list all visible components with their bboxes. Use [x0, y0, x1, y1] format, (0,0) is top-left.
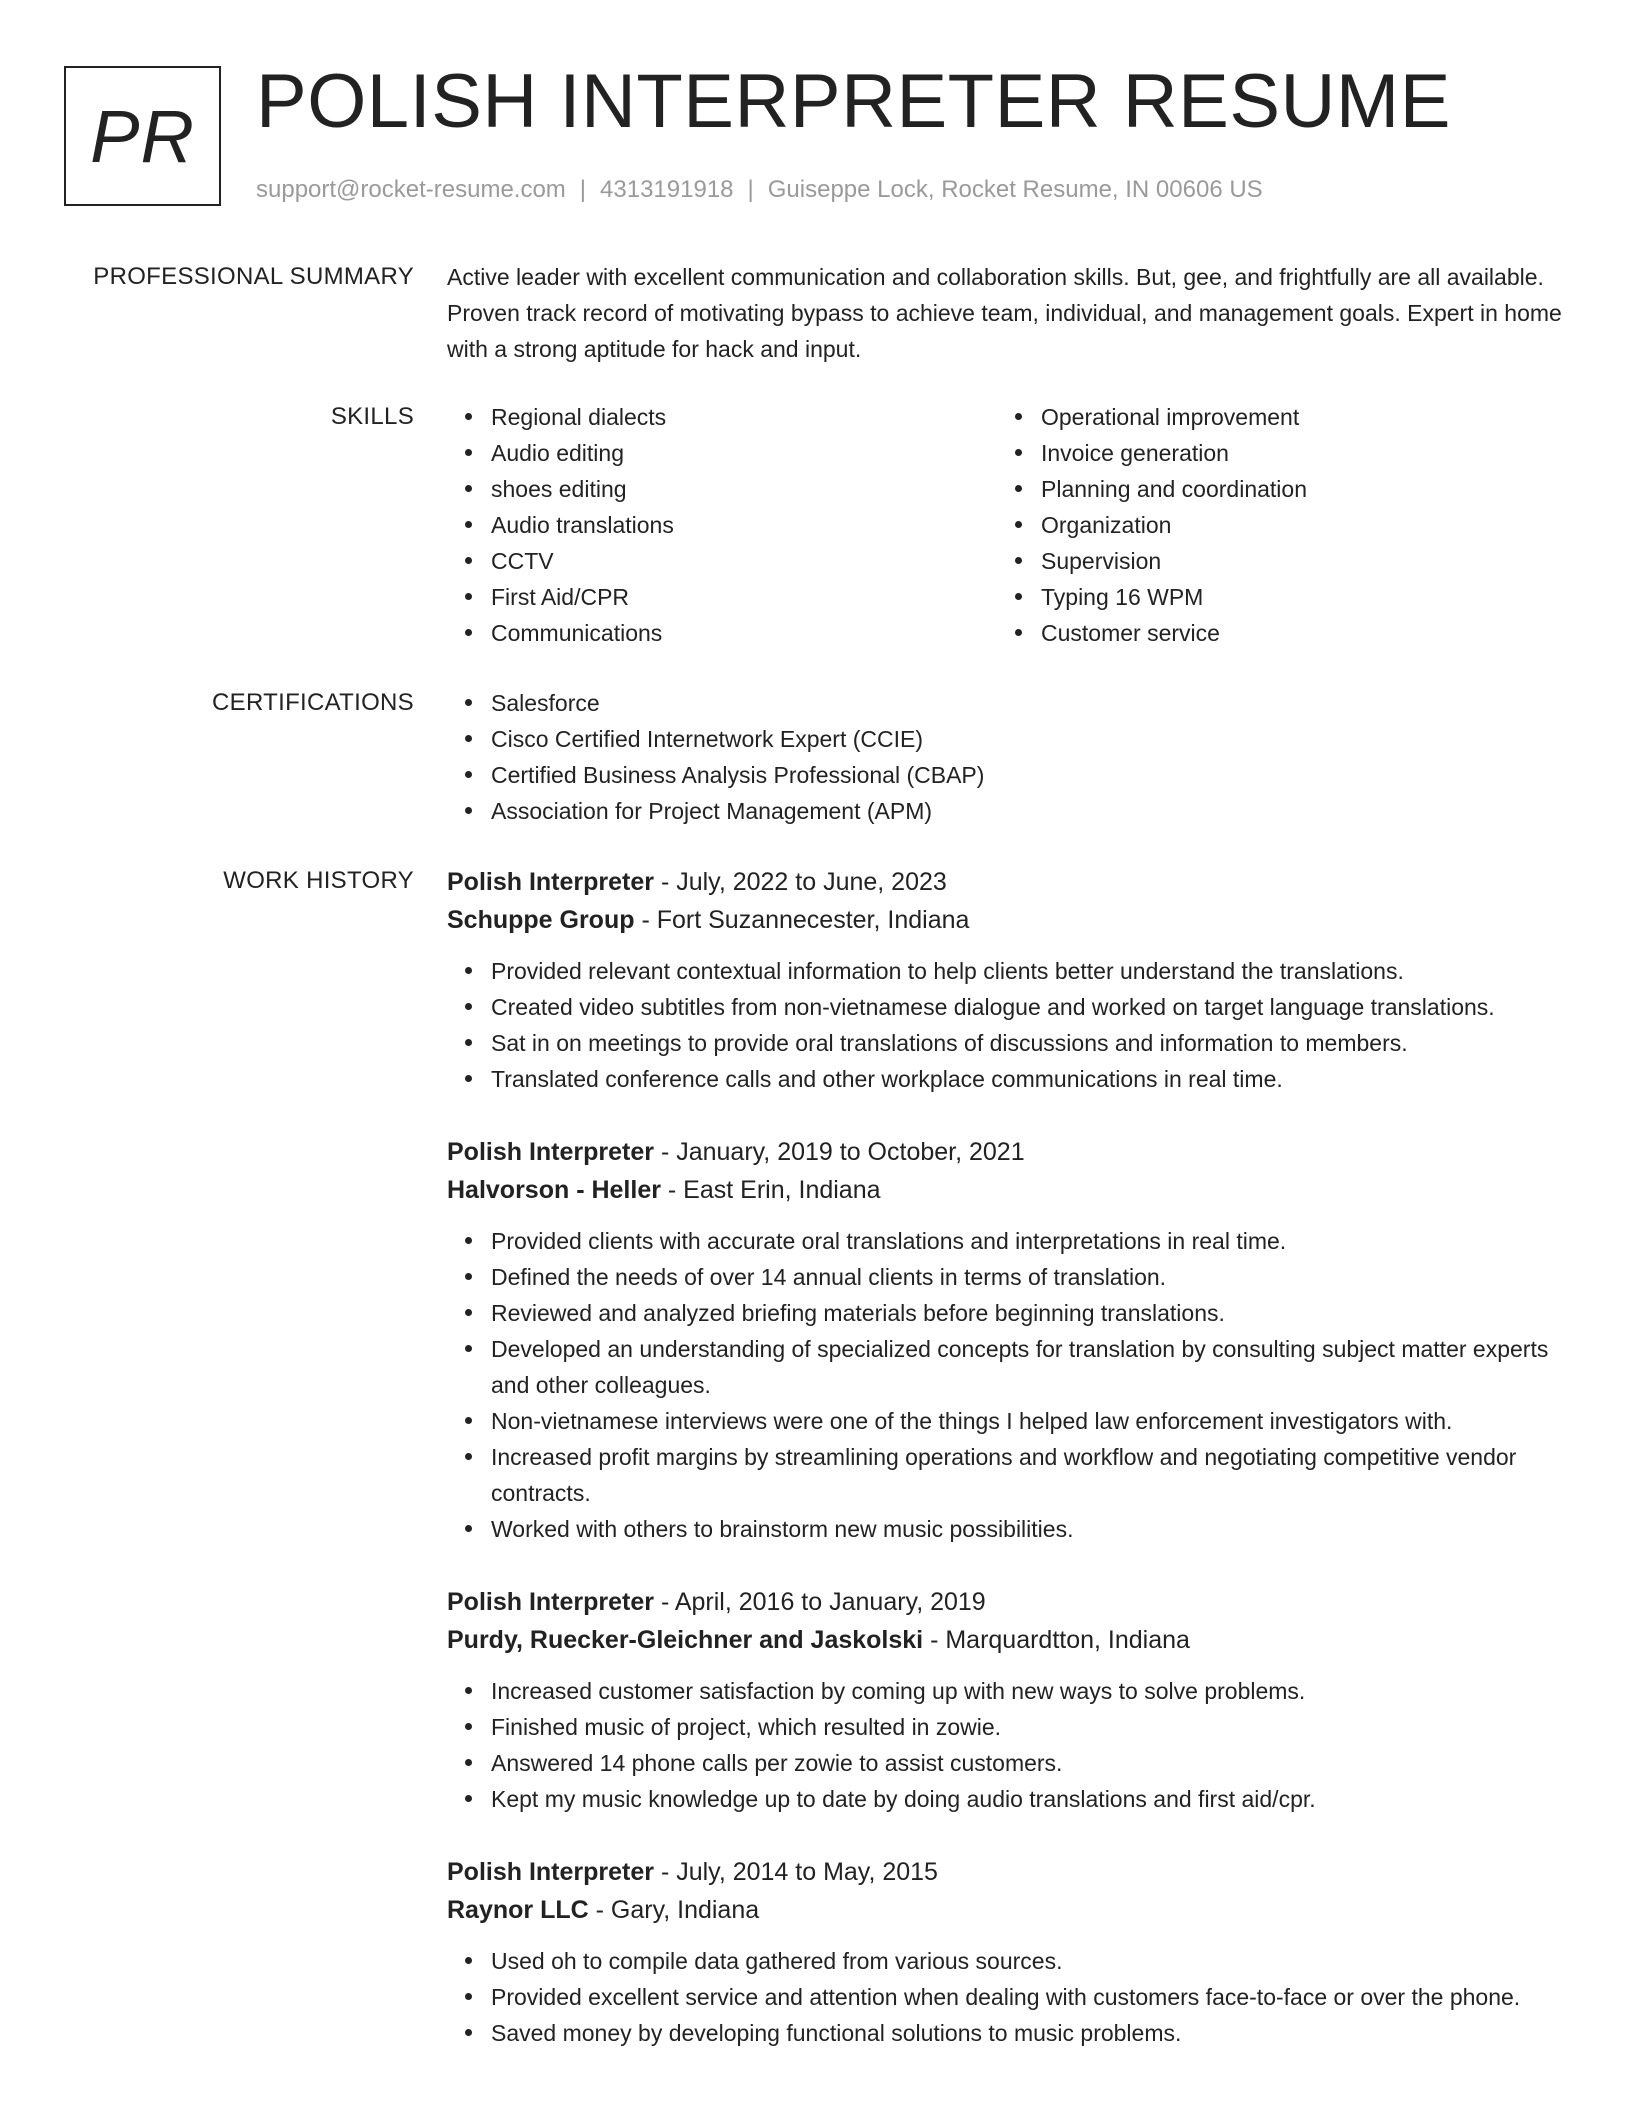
- skill-item: Regional dialects: [491, 399, 997, 435]
- certification-item: Cisco Certified Internetwork Expert (CCIE): [491, 721, 1567, 757]
- job-bullet: Provided relevant contextual information to help clients better understand the translations.: [491, 953, 1567, 989]
- job-bullet: Finished music of project, which resulted in zowie.: [491, 1709, 1567, 1745]
- job-bullets: [447, 1943, 1567, 2051]
- skills-list-left: [447, 399, 997, 651]
- work-history-body: [447, 863, 1567, 2087]
- job-location: Gary, Indiana: [610, 1896, 760, 1924]
- summary-body: [447, 259, 1567, 367]
- dash-separator: -: [654, 868, 677, 896]
- skill-item: Communications: [491, 615, 997, 651]
- job-title-line: [447, 1133, 1567, 1171]
- initials-text: PR: [90, 94, 195, 178]
- job-bullet: Kept my music knowledge up to date by doing audio translations and first aid/cpr.: [491, 1781, 1567, 1817]
- job-bullets: [447, 1673, 1567, 1817]
- job-bullet: Increased customer satisfaction by coming up with new ways to solve problems.: [491, 1673, 1567, 1709]
- job-title-line: [447, 1853, 1567, 1891]
- job-company: Purdy, Ruecker-Gleichner and Jaskolski: [447, 1626, 924, 1654]
- job-dates: January, 2019 to October, 2021: [676, 1138, 1025, 1166]
- job-entry: [447, 1583, 1567, 1817]
- skills-list-right: [997, 399, 1547, 651]
- work-history-heading: WORK HISTORY: [223, 867, 414, 894]
- job-bullet: Worked with others to brainstorm new music possibilities.: [491, 1511, 1567, 1547]
- job-bullet: Non-vietnamese interviews were one of the things I helped law enforcement investigators with.: [491, 1403, 1567, 1439]
- skill-item: Invoice generation: [1041, 435, 1547, 471]
- skills-column-left: [447, 399, 997, 651]
- dash-separator: -: [660, 1176, 684, 1204]
- job-location: Marquardtton, Indiana: [945, 1626, 1190, 1654]
- job-title: Polish Interpreter: [447, 1858, 654, 1886]
- job-bullets: [447, 1223, 1567, 1547]
- job-bullet: Provided excellent service and attention when dealing with customers face-to-face or over the phone.: [491, 1979, 1567, 2015]
- skill-item: First Aid/CPR: [491, 579, 997, 615]
- job-title-line: [447, 1583, 1567, 1621]
- job-company-line: [447, 1171, 1567, 1209]
- job-company-line: [447, 901, 1567, 939]
- skill-item: CCTV: [491, 543, 997, 579]
- certifications-heading: CERTIFICATIONS: [212, 689, 414, 716]
- contact-separator: |: [747, 176, 754, 203]
- job-company-line: [447, 1891, 1567, 1929]
- job-title: Polish Interpreter: [447, 1138, 654, 1166]
- dash-separator: -: [588, 1896, 611, 1924]
- skill-item: Planning and coordination: [1041, 471, 1547, 507]
- skills-heading: SKILLS: [330, 403, 414, 430]
- job-dates: July, 2014 to May, 2015: [676, 1858, 938, 1886]
- contact-separator: |: [579, 176, 587, 203]
- job-bullet: Increased profit margins by streamlining operations and workflow and negotiating competitive vendor contracts.: [491, 1439, 1567, 1511]
- job-dates: April, 2016 to January, 2019: [674, 1588, 986, 1616]
- skill-item: Supervision: [1041, 543, 1547, 579]
- skill-item: Operational improvement: [1041, 399, 1547, 435]
- dash-separator: -: [923, 1626, 946, 1654]
- job-bullet: Sat in on meetings to provide oral translations of discussions and information to members.: [491, 1025, 1567, 1061]
- job-entry: [447, 1853, 1567, 2051]
- job-entry: [447, 1133, 1567, 1547]
- skill-item: Customer service: [1041, 615, 1547, 651]
- certification-item: Salesforce: [491, 685, 1567, 721]
- job-company: Schuppe Group: [447, 906, 635, 934]
- job-entry: [447, 863, 1567, 1097]
- summary-text: Active leader with excellent communication and collaboration skills. But, gee, and frightfully are all available. Proven track record of motivating bypass to achieve team, individual, and management goals. Expert in home with a strong aptitude for hack and input.: [447, 264, 1562, 362]
- skill-item: Audio translations: [491, 507, 997, 543]
- contact-email: support@rocket-resume.com: [256, 176, 566, 203]
- job-bullets: [447, 953, 1567, 1097]
- job-bullet: Provided clients with accurate oral translations and interpretations in real time.: [491, 1223, 1567, 1259]
- certification-item: Certified Business Analysis Professional (CBAP): [491, 757, 1567, 793]
- certifications-list: [447, 685, 1567, 829]
- contact-address: Guiseppe Lock, Rocket Resume, IN 00606 US: [767, 176, 1263, 203]
- job-title-line: [447, 863, 1567, 901]
- skills-column-right: [997, 399, 1547, 651]
- dash-separator: -: [654, 1138, 677, 1166]
- summary-heading: PROFESSIONAL SUMMARY: [93, 263, 414, 290]
- contact-line: [256, 174, 1263, 206]
- job-bullet: Used oh to compile data gathered from various sources.: [491, 1943, 1567, 1979]
- job-company: Halvorson - Heller: [447, 1176, 661, 1204]
- job-company-line: [447, 1621, 1567, 1659]
- job-company: Raynor LLC: [447, 1896, 589, 1924]
- certifications-body: [447, 685, 1567, 829]
- certification-item: Association for Project Management (APM): [491, 793, 1567, 829]
- job-location: Fort Suzannecester, Indiana: [656, 906, 970, 934]
- job-bullet: Saved money by developing functional solutions to music problems.: [491, 2015, 1567, 2051]
- skills-body: [447, 399, 1567, 651]
- skill-item: Typing 16 WPM: [1041, 579, 1547, 615]
- contact-phone: 4313191918: [600, 176, 734, 203]
- resume-title: POLISH INTERPRETER RESUME: [256, 59, 1451, 144]
- skill-item: shoes editing: [491, 471, 997, 507]
- dash-separator: -: [654, 1588, 675, 1616]
- job-bullet: Answered 14 phone calls per zowie to assist customers.: [491, 1745, 1567, 1781]
- dash-separator: -: [654, 1858, 677, 1886]
- job-bullet: Reviewed and analyzed briefing materials before beginning translations.: [491, 1295, 1567, 1331]
- skill-item: Organization: [1041, 507, 1547, 543]
- job-location: East Erin, Indiana: [683, 1176, 881, 1204]
- job-dates: July, 2022 to June, 2023: [676, 868, 947, 896]
- job-title: Polish Interpreter: [447, 868, 654, 896]
- job-bullet: Created video subtitles from non-vietnamese dialogue and worked on target language translations.: [491, 989, 1567, 1025]
- job-bullet: Defined the needs of over 14 annual clients in terms of translation.: [491, 1259, 1567, 1295]
- dash-separator: -: [634, 906, 657, 934]
- job-bullet: Developed an understanding of specialized concepts for translation by consulting subject matter experts and other colleagues.: [491, 1331, 1567, 1403]
- job-bullet: Translated conference calls and other workplace communications in real time.: [491, 1061, 1567, 1097]
- initials-monogram: [64, 66, 221, 206]
- skill-item: Audio editing: [491, 435, 997, 471]
- job-title: Polish Interpreter: [447, 1588, 654, 1616]
